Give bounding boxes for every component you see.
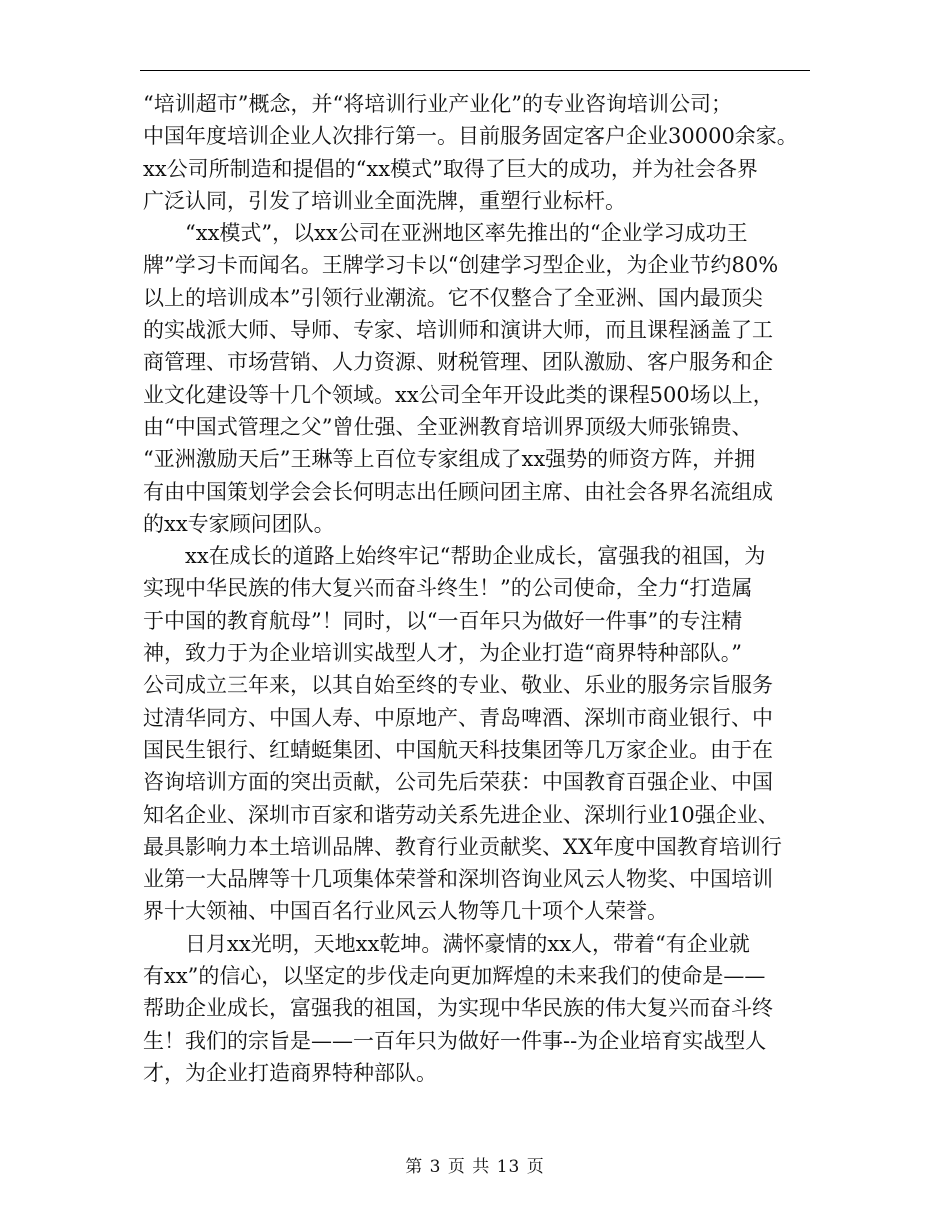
text-line: 有由中国策划学会会长何明志出任顾问团主席、由社会各界名流组成 (143, 479, 773, 504)
text-line: 神，致力于为企业培训实战型人才，为企业打造“商界特种部队。” (143, 641, 742, 666)
text-line: xx公司所制造和提倡的“xx模式”取得了巨大的成功，并为社会各界 (143, 156, 758, 181)
text-line: 商管理、市场营销、人力资源、财税管理、团队激励、客户服务和企 (143, 350, 773, 375)
text-line: 实现中华民族的伟大复兴而奋斗终生！”的公司使命，全力“打造属 (143, 576, 753, 601)
text-line: 才，为企业打造商界特种部队。 (143, 1060, 437, 1085)
text-line: 咨询培训方面的突出贡献，公司先后荣获：中国教育百强企业、中国 (143, 770, 773, 795)
text-line: 以上的培训成本”引领行业潮流。它不仅整合了全亚洲、国内最顶尖 (143, 285, 763, 310)
text-line: “培训超市”概念，并“将培训行业产业化”的专业咨询培训公司； (143, 92, 732, 116)
text-line: 最具影响力本土培训品牌、教育行业贡献奖、XX年度中国教育培训行 (143, 834, 782, 859)
page-number: 第 3 页 共 13 页 (405, 1157, 545, 1177)
text-line: 有xx”的信心，以坚定的步伐走向更加辉煌的未来我们的使命是—— (143, 964, 766, 989)
text-line: 公司成立三年来，以其自始至终的专业、敬业、乐业的服务宗旨服务 (143, 673, 773, 698)
text-line: 生！我们的宗旨是——一百年只为做好一件事--为企业培育实战型人 (143, 1028, 767, 1053)
text-line: 的xx专家顾问团队。 (143, 511, 335, 536)
text-line: 业文化建设等十几个领域。xx公司全年开设此类的课程500场以上， (143, 382, 774, 407)
text-line: 由“中国式管理之父”曾仕强、全亚洲教育培训界顶级大师张锦贵、 (143, 414, 753, 439)
text-line: 国民生银行、红蜻蜓集团、中国航天科技集团等几万家企业。由于在 (143, 737, 773, 762)
paragraph-start-line: xx在成长的道路上始终牢记“帮助企业成长，富强我的祖国，为 (185, 544, 766, 569)
text-line: 的实战派大师、导师、专家、培训师和演讲大师，而且课程涵盖了工 (143, 318, 773, 343)
text-line: “亚洲激励天后”王琳等上百位专家组成了xx强势的师资方阵，并拥 (143, 447, 756, 472)
paragraph-start-line: “xx模式”，以xx公司在亚洲地区率先推出的“企业学习成功王 (185, 221, 748, 246)
text-line: 中国年度培训企业人次排行第一。目前服务固定客户企业30000余家。 (143, 124, 798, 149)
document-body (143, 88, 811, 1089)
text-line: 牌”学习卡而闻名。王牌学习卡以“创建学习型企业，为企业节约80% (143, 253, 779, 278)
text-line: 知名企业、深圳市百家和谐劳动关系先进企业、深圳行业10强企业、 (143, 802, 779, 827)
text-line: 过清华同方、中国人寿、中原地产、青岛啤酒、深圳市商业银行、中 (143, 705, 773, 730)
paragraph-start-line: 日月xx光明，天地xx乾坤。满怀豪情的xx人，带着“有企业就 (185, 931, 750, 956)
text-line: 界十大领袖、中国百名行业风云人物等几十项个人荣誉。 (143, 899, 668, 924)
text-line: 帮助企业成长，富强我的祖国，为实现中华民族的伟大复兴而奋斗终 (143, 996, 773, 1021)
text-line: 广泛认同，引发了培训业全面洗牌，重塑行业标杆。 (143, 188, 626, 213)
header-rule (140, 70, 810, 71)
text-line: 于中国的教育航母”！同时，以“一百年只为做好一件事”的专注精 (143, 608, 743, 633)
text-line: 业第一大品牌等十几项集体荣誉和深圳咨询业风云人物奖、中国培训 (143, 867, 773, 892)
